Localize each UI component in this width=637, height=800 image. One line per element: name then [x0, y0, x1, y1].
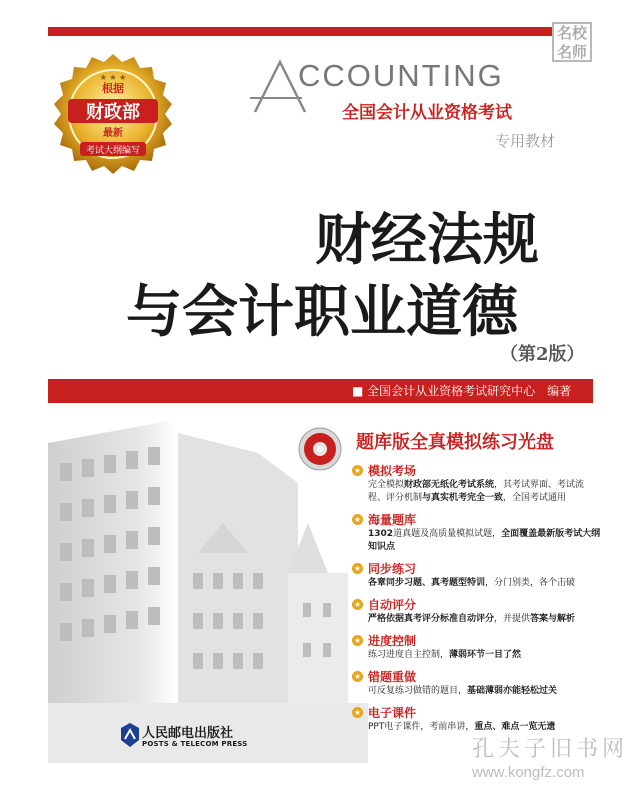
author-credit: ■ 全国会计从业资格考试研究中心 编著 — [352, 384, 572, 398]
publisher-logo-icon — [120, 722, 140, 748]
feature-desc-bold: 财政部无纸化考试系统 — [404, 480, 495, 490]
top-red-bar — [48, 27, 553, 36]
feature-desc-bold: 重点、难点一览无遗 — [474, 722, 556, 732]
cd-title: 题库版全真模拟练习光盘 — [356, 432, 554, 453]
cd-disc-icon — [298, 427, 342, 471]
feature-title: 电子课件 — [368, 706, 417, 720]
publisher-name-cn: 人民邮电出版社 — [142, 726, 234, 741]
edition-label: （第2版） — [500, 344, 585, 365]
star-bullet-icon: ★ — [353, 672, 362, 681]
series-title: 全国会计从业资格考试 — [342, 103, 512, 123]
feature-item — [352, 596, 602, 626]
feature-desc-bold: 严格依据真考评分标准自动评分 — [368, 614, 495, 624]
feature-title: 错题重做 — [368, 670, 417, 684]
feature-title: 海量题库 — [368, 513, 417, 527]
ministry-badge — [50, 52, 176, 178]
feature-desc-text: PPT电子课件，考前串讲， — [368, 722, 475, 732]
badge-line1: 根据 — [102, 82, 124, 95]
star-bullet-icon: ★ — [353, 466, 362, 475]
star-bullet-icon: ★ — [353, 515, 362, 524]
svg-text:★ ★ ★: ★ ★ ★ — [99, 73, 127, 82]
feature-item — [352, 560, 602, 590]
feature-description — [352, 479, 602, 505]
feature-desc-bold: 基础薄弱亦能轻松过关 — [467, 686, 558, 696]
book-title-line2: 与会计职业道德 — [126, 279, 518, 345]
feature-item — [352, 668, 602, 698]
feature-desc-text: 道真题及高质量模拟试题， — [393, 529, 502, 539]
feature-desc-text: 完全模拟 — [368, 480, 405, 490]
feature-description — [352, 649, 602, 662]
feature-item — [352, 462, 602, 505]
accounting-wordmark: CCOUNTING — [298, 58, 504, 93]
feature-desc-text: 可反复练习做错的题目， — [368, 686, 468, 696]
feature-desc-text: ，分门别类，各个击破 — [485, 578, 576, 588]
feature-list — [352, 462, 602, 740]
star-bullet-icon: ★ — [353, 600, 362, 609]
star-bullet-icon: ★ — [353, 708, 362, 717]
feature-desc-bold: 1302 — [368, 529, 394, 539]
feature-desc-bold: 与真实机考完全一致 — [422, 493, 504, 503]
badge-line2: 财政部 — [86, 102, 140, 123]
feature-title: 自动评分 — [368, 598, 417, 612]
feature-description — [352, 577, 602, 590]
series-subtitle: 专用教材 — [495, 132, 556, 150]
badge-line3: 最新 — [103, 128, 123, 139]
star-bullet-icon: ★ — [353, 564, 362, 573]
publisher-name-en: POSTS & TELECOM PRESS — [142, 740, 248, 748]
feature-desc-text: 练习进度自主控制， — [368, 650, 450, 660]
book-title-line1: 财经法规 — [315, 207, 539, 273]
feature-item — [352, 704, 602, 734]
feature-description — [352, 528, 602, 554]
feature-description — [352, 613, 602, 626]
feature-title: 同步练习 — [368, 562, 417, 576]
feature-desc-bold: 全面覆盖最新版考试大纲知识点 — [368, 529, 601, 552]
feature-desc-text: ，并提供 — [494, 614, 531, 624]
feature-item — [352, 511, 602, 554]
feature-item — [352, 632, 602, 662]
feature-desc-text: ，全国考试通用 — [503, 493, 567, 503]
feature-title: 模拟考场 — [368, 464, 417, 478]
feature-desc-bold: 薄弱环节一目了然 — [449, 650, 522, 660]
feature-title: 进度控制 — [368, 634, 417, 648]
watermark-cn: 孔夫子旧书网 — [472, 737, 629, 762]
feature-desc-bold: 答案与解析 — [530, 614, 576, 624]
watermark-url: www.kongfz.com — [472, 764, 585, 781]
feature-desc-text: ，其考试界面、考试流程、评分机制 — [368, 480, 585, 503]
brand-seal: 名校名师 — [552, 22, 592, 62]
star-bullet-icon: ★ — [353, 636, 362, 645]
badge-line4: 考试大纲编写 — [85, 146, 141, 156]
feature-description — [352, 685, 602, 698]
feature-desc-bold: 各章同步习题、真考题型特训 — [368, 578, 486, 588]
